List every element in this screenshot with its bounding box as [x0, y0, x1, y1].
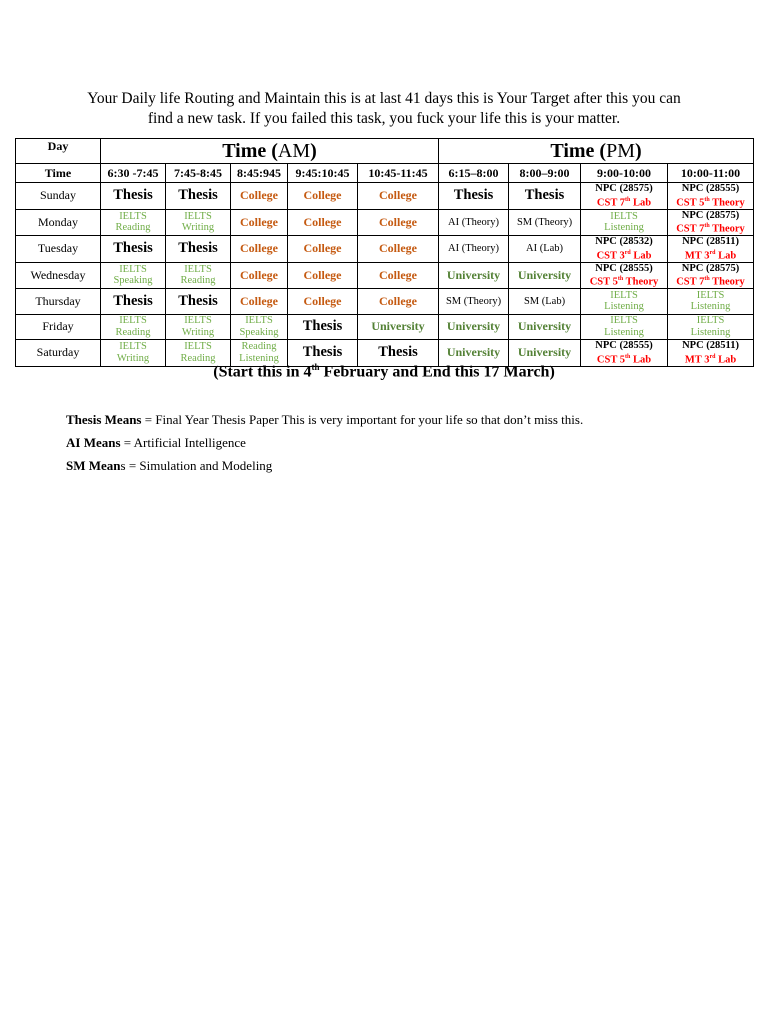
cell-line-2: Speaking — [113, 275, 153, 287]
schedule-cell — [101, 314, 166, 340]
slot-header: 6:30 -7:45 — [101, 164, 166, 183]
day-name: Tuesday — [16, 236, 101, 263]
schedule-cell: College — [288, 289, 358, 315]
schedule-cell: College — [358, 289, 439, 315]
pm-header: Time (PM) — [439, 139, 754, 164]
schedule-cell — [101, 209, 166, 236]
cell-line-2: Listening — [239, 352, 279, 364]
corner-time-label: Time — [16, 164, 101, 183]
slot-header: 7:45-8:45 — [166, 164, 231, 183]
cell-line-2: Speaking — [239, 326, 279, 338]
npc-code: NPC (28532) — [595, 236, 653, 247]
cell-line-2: Listening — [690, 326, 731, 338]
schedule-cell — [668, 236, 754, 263]
cell-line-1: IELTS — [245, 315, 273, 327]
cell-line-1: IELTS — [184, 263, 212, 275]
schedule-cell: Thesis — [358, 340, 439, 367]
schedule-cell: Thesis — [288, 314, 358, 340]
cell-line-2: Writing — [181, 326, 215, 338]
time-slot-row — [16, 164, 754, 183]
cell-line-1: IELTS — [610, 315, 638, 327]
schedule-cell: University — [358, 314, 439, 340]
cell-line-2: Reading — [180, 352, 216, 364]
schedule-cell: University — [509, 314, 581, 340]
schedule-cell: College — [288, 262, 358, 289]
cell-line-2: Listening — [604, 301, 644, 313]
cell-line-2: Listening — [690, 301, 731, 313]
cell-line-2: Listening — [604, 326, 644, 338]
schedule-cell: University — [509, 262, 581, 289]
definitions — [66, 412, 583, 481]
schedule-row — [16, 236, 754, 263]
schedule-table — [15, 138, 754, 367]
schedule-cell: College — [288, 236, 358, 263]
cell-line-1: IELTS — [610, 210, 638, 222]
cell-line-1: IELTS — [184, 210, 212, 222]
schedule-row — [16, 314, 754, 340]
slot-header: 9:00-10:00 — [581, 164, 668, 183]
schedule-cell — [231, 314, 288, 340]
npc-code: NPC (28555) — [681, 183, 740, 194]
intro-line-1: Your Daily life Routing and Maintain this is at last 41 days this is Your Target after this you can — [87, 90, 681, 107]
schedule-cell — [668, 183, 754, 210]
schedule-cell: College — [231, 262, 288, 289]
schedule-cell — [581, 289, 668, 315]
schedule-cell — [581, 262, 668, 289]
cell-line-1: IELTS — [119, 263, 147, 275]
definition-thesis: Thesis Means = Final Year Thesis Paper This is very important for your life so that don’t miss this. — [66, 412, 584, 427]
schedule-cell: Thesis — [288, 340, 358, 367]
slot-header: 10:00-11:00 — [668, 164, 754, 183]
start-note: (Start this in 4th February and End this 17 March) — [213, 362, 555, 381]
schedule-cell — [668, 209, 754, 236]
schedule-row — [16, 209, 754, 236]
npc-class: MT 3rd Lab — [684, 249, 737, 261]
cell-line-2: Writing — [181, 222, 215, 234]
schedule-cell: University — [509, 340, 581, 367]
schedule-cell — [581, 236, 668, 263]
schedule-cell: AI (Theory) — [439, 236, 509, 263]
schedule-cell: Thesis — [166, 236, 231, 263]
schedule-cell: SM (Theory) — [509, 209, 581, 236]
schedule-cell — [101, 262, 166, 289]
am-header: Time (AM) — [101, 139, 439, 164]
cell-line-2: Listening — [604, 222, 644, 234]
day-name: Friday — [16, 314, 101, 340]
schedule-cell: AI (Theory) — [439, 209, 509, 236]
day-name: Saturday — [16, 340, 101, 367]
cell-line-1: IELTS — [184, 341, 212, 353]
cell-line-1: IELTS — [696, 289, 725, 301]
intro-text — [40, 89, 728, 129]
npc-class: CST 7th Theory — [676, 276, 745, 288]
schedule-cell: Thesis — [101, 289, 166, 315]
schedule-row — [16, 183, 754, 210]
intro-line-2: find a new task. If you failed this task, you fuck your life this is your matter. — [147, 110, 621, 127]
npc-code: NPC (28511) — [682, 236, 739, 247]
schedule-cell — [581, 209, 668, 236]
day-name: Monday — [16, 209, 101, 236]
schedule-cell — [581, 314, 668, 340]
cell-line-1: IELTS — [696, 315, 725, 327]
npc-code: NPC (28555) — [595, 340, 653, 351]
definition-sm: SM Means = Simulation and Modeling — [66, 458, 273, 473]
slot-header: 6:15–8:00 — [439, 164, 509, 183]
schedule-cell: Thesis — [101, 183, 166, 210]
schedule-cell: University — [439, 262, 509, 289]
definition-ai: AI Means = Artificial Intelligence — [66, 435, 246, 450]
npc-code: NPC (28511) — [682, 340, 739, 351]
cell-line-2: Reading — [115, 222, 151, 234]
schedule-cell — [581, 183, 668, 210]
slot-header: 9:45:10:45 — [288, 164, 358, 183]
schedule-cell: SM (Lab) — [509, 289, 581, 315]
slot-header: 10:45-11:45 — [358, 164, 439, 183]
schedule-cell: Thesis — [509, 183, 581, 210]
schedule-cell — [166, 314, 231, 340]
schedule-cell: University — [439, 340, 509, 367]
cell-line-2: Reading — [115, 326, 151, 338]
schedule-cell: College — [358, 236, 439, 263]
schedule-cell — [166, 262, 231, 289]
npc-class: CST 3rd Lab — [596, 249, 652, 261]
schedule-cell: Thesis — [166, 289, 231, 315]
schedule-cell: AI (Lab) — [509, 236, 581, 263]
schedule-cell: College — [288, 209, 358, 236]
cell-line-1: IELTS — [610, 289, 638, 301]
cell-line-1: IELTS — [184, 315, 212, 327]
npc-code: NPC (28575) — [595, 183, 653, 194]
schedule-cell — [166, 209, 231, 236]
npc-code: NPC (28575) — [681, 209, 740, 221]
npc-class: CST 5th Lab — [596, 353, 652, 365]
cell-line-1: IELTS — [119, 210, 147, 222]
corner-day-label: Day — [16, 139, 101, 164]
day-name: Wednesday — [16, 262, 101, 289]
npc-code: NPC (28555) — [595, 262, 653, 274]
schedule-cell: Thesis — [101, 236, 166, 263]
schedule-cell — [668, 262, 754, 289]
schedule-cell: College — [231, 236, 288, 263]
npc-class: CST 7th Theory — [676, 223, 745, 235]
npc-class: CST 5th Theory — [589, 276, 659, 288]
schedule-cell: College — [231, 289, 288, 315]
cell-line-2: Writing — [116, 352, 150, 364]
schedule-cell: College — [358, 262, 439, 289]
npc-class: MT 3rd Lab — [684, 353, 737, 365]
cell-line-2: Reading — [180, 275, 216, 287]
schedule-cell: College — [288, 183, 358, 210]
cell-line-1: IELTS — [119, 315, 147, 327]
npc-class: CST 5th Theory — [676, 196, 745, 208]
npc-class: CST 7th Lab — [596, 196, 652, 208]
schedule-row — [16, 289, 754, 315]
schedule-cell: Thesis — [166, 183, 231, 210]
cell-line-1: IELTS — [119, 341, 147, 353]
schedule-cell: Thesis — [439, 183, 509, 210]
schedule-cell — [668, 289, 754, 315]
day-name: Sunday — [16, 183, 101, 210]
schedule-cell — [668, 314, 754, 340]
schedule-cell: University — [439, 314, 509, 340]
slot-header: 8:45:945 — [231, 164, 288, 183]
npc-code: NPC (28575) — [681, 262, 740, 274]
schedule-cell: College — [231, 209, 288, 236]
schedule-row — [16, 262, 754, 289]
cell-line-1: Reading — [241, 341, 277, 353]
day-name: Thursday — [16, 289, 101, 315]
schedule-cell: SM (Theory) — [439, 289, 509, 315]
schedule-cell: College — [358, 209, 439, 236]
schedule-cell: College — [358, 183, 439, 210]
schedule-cell: College — [231, 183, 288, 210]
slot-header: 8:00–9:00 — [509, 164, 581, 183]
